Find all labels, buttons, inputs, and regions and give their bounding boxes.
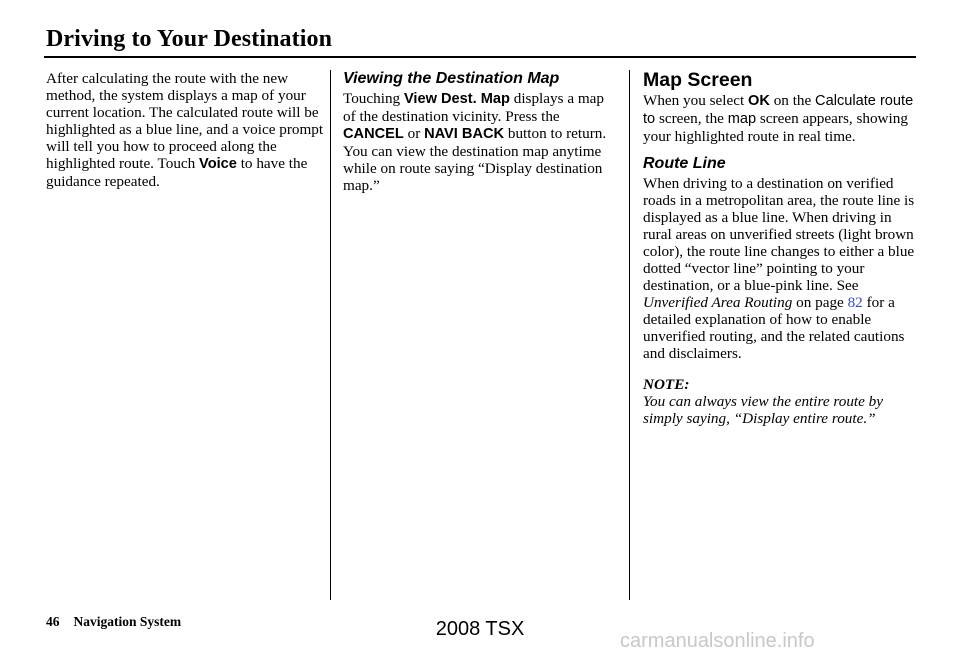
model-watermark: 2008 TSX — [435, 618, 525, 640]
map-label: map — [727, 111, 757, 127]
cancel-label: CANCEL — [343, 126, 404, 142]
note-label: NOTE: — [643, 376, 690, 393]
heading-route-line: Route Line — [643, 155, 726, 172]
heading-map-screen: Map Screen — [643, 69, 753, 91]
footer-section: Navigation System — [73, 614, 182, 629]
page-number: 46 — [46, 614, 60, 629]
destination-map-paragraph: Touching View Dest. Map displays a map of the destination vicinity. Press the CANCEL or NAVI BACK button to return. You can view the destination map anytime while on route saying “Display destination map.” — [343, 90, 607, 194]
unverified-area-routing-ref: Unverified Area Routing — [643, 294, 793, 311]
ok-label: OK — [748, 93, 770, 109]
note-text: You can always view the entire route by simply saying, “Display entire route.” — [643, 393, 884, 427]
column-divider-1 — [330, 70, 331, 600]
column-map-screen — [643, 70, 918, 427]
view-dest-map-label: View Dest. Map — [403, 91, 510, 107]
column-destination-map — [343, 70, 619, 194]
title-rule — [44, 56, 916, 58]
navi-back-label: NAVI BACK — [424, 126, 505, 142]
column-intro — [46, 70, 324, 190]
column-divider-2 — [629, 70, 630, 600]
page-title: Driving to Your Destination — [46, 26, 333, 52]
heading-viewing-destination-map: Viewing the Destination Map — [343, 70, 560, 87]
site-watermark: carmanualsonline.info — [620, 630, 815, 652]
map-screen-paragraph: When you select OK on the Calculate route to screen, the map screen appears, showing your highlighted route in real time. — [643, 92, 914, 145]
page-82-link[interactable]: 82 — [847, 294, 863, 311]
route-line-paragraph: When driving to a destination on verified roads in a metropolitan area, the route line is displayed as a blue line. When driving in rural areas on unverified streets (light brown color), the route line changes to either a blue dotted “vector line” pointing to your destination, or a blue-pink line. See Unverified Area Routing on page 82 for a detailed explanation of how to enable unverified routing, and the related cautions and disclaimers. — [643, 175, 915, 362]
calculate-route-label: Calculate route to — [643, 93, 914, 127]
voice-label: Voice — [199, 156, 237, 172]
intro-paragraph: After calculating the route with the new method, the system displays a map of your current location. The calculated route will be highlighted as a blue line, and a voice prompt will tell you how to proceed along the highlighted route. Touch Voice to have the guidance repeated. — [46, 70, 324, 190]
